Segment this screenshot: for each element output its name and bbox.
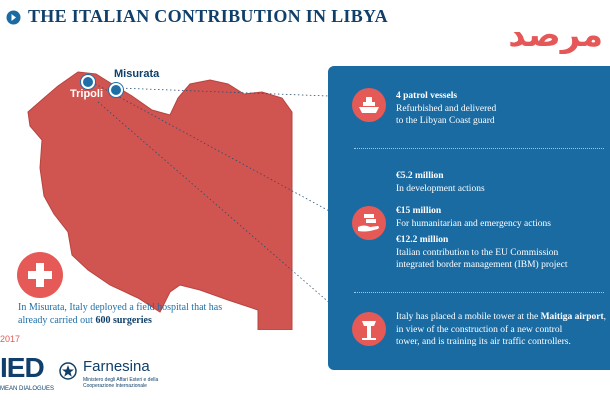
- watermark-logo: [505, 8, 605, 54]
- watermark-text: مرصد: [508, 15, 603, 54]
- republic-emblem-icon: [58, 360, 78, 384]
- airport-text2: , in view of the construction of a new control: [396, 312, 606, 335]
- libya-shape: [28, 72, 292, 330]
- med-logo: IED: [0, 352, 44, 383]
- funding-c-line2: integrated border management (IBM) project: [396, 260, 568, 270]
- funding-c-line1: Italian contribution to the EU Commission: [396, 247, 559, 258]
- panel-divider-1: [354, 148, 604, 149]
- airport-name: Maitiga airport: [540, 312, 604, 322]
- misurata-pin: [109, 83, 123, 97]
- patrol-title: 4 patrol vessels: [396, 91, 458, 101]
- panel-divider-2: [354, 292, 604, 293]
- hospital-text: In Misurata, Italy deployed a field hospital that has already carried out: [18, 302, 223, 326]
- footer-year: 2017: [0, 334, 21, 344]
- patrol-line2: to the Libyan Coast guard: [396, 116, 495, 126]
- page-title: THE ITALIAN CONTRIBUTION IN LIBYA: [28, 6, 388, 26]
- city-label-tripoli: Tripoli: [70, 88, 103, 100]
- airport-text1: Italy has placed a mobile tower at the: [396, 312, 541, 322]
- city-label-misurata: Misurata: [114, 68, 160, 80]
- ship-icon: [352, 88, 386, 122]
- patrol-line1: Refurbished and delivered: [396, 103, 497, 114]
- funding-a-title: €5.2 million: [396, 171, 444, 181]
- farnesina-subtitle: Ministero degli Affari Esteri e della Cooperazione Internazionale: [83, 377, 159, 389]
- control-tower-icon: [352, 312, 386, 346]
- hospital-description: [18, 301, 253, 327]
- funding-block: [396, 170, 610, 272]
- funding-c-title: €12.2 million: [396, 235, 449, 245]
- funding-b-text: For humanitarian and emergency actions: [396, 218, 551, 229]
- farnesina-logo: Farnesina: [83, 358, 150, 375]
- tripoli-pin: [81, 75, 95, 89]
- surgeries-highlight: 600 surgeries: [95, 315, 152, 326]
- medical-cross-icon: [17, 252, 63, 298]
- airport-line2: tower, and is training its air traffic controllers.: [396, 337, 571, 347]
- hand-money-icon: [352, 206, 386, 240]
- airport-block: [396, 311, 610, 349]
- funding-a-text: In development actions: [396, 183, 485, 194]
- med-logo-subtitle: MEAN DIALOGUES: [0, 386, 55, 392]
- patrol-vessels-block: [396, 90, 606, 128]
- funding-b-title: €15 million: [396, 206, 442, 216]
